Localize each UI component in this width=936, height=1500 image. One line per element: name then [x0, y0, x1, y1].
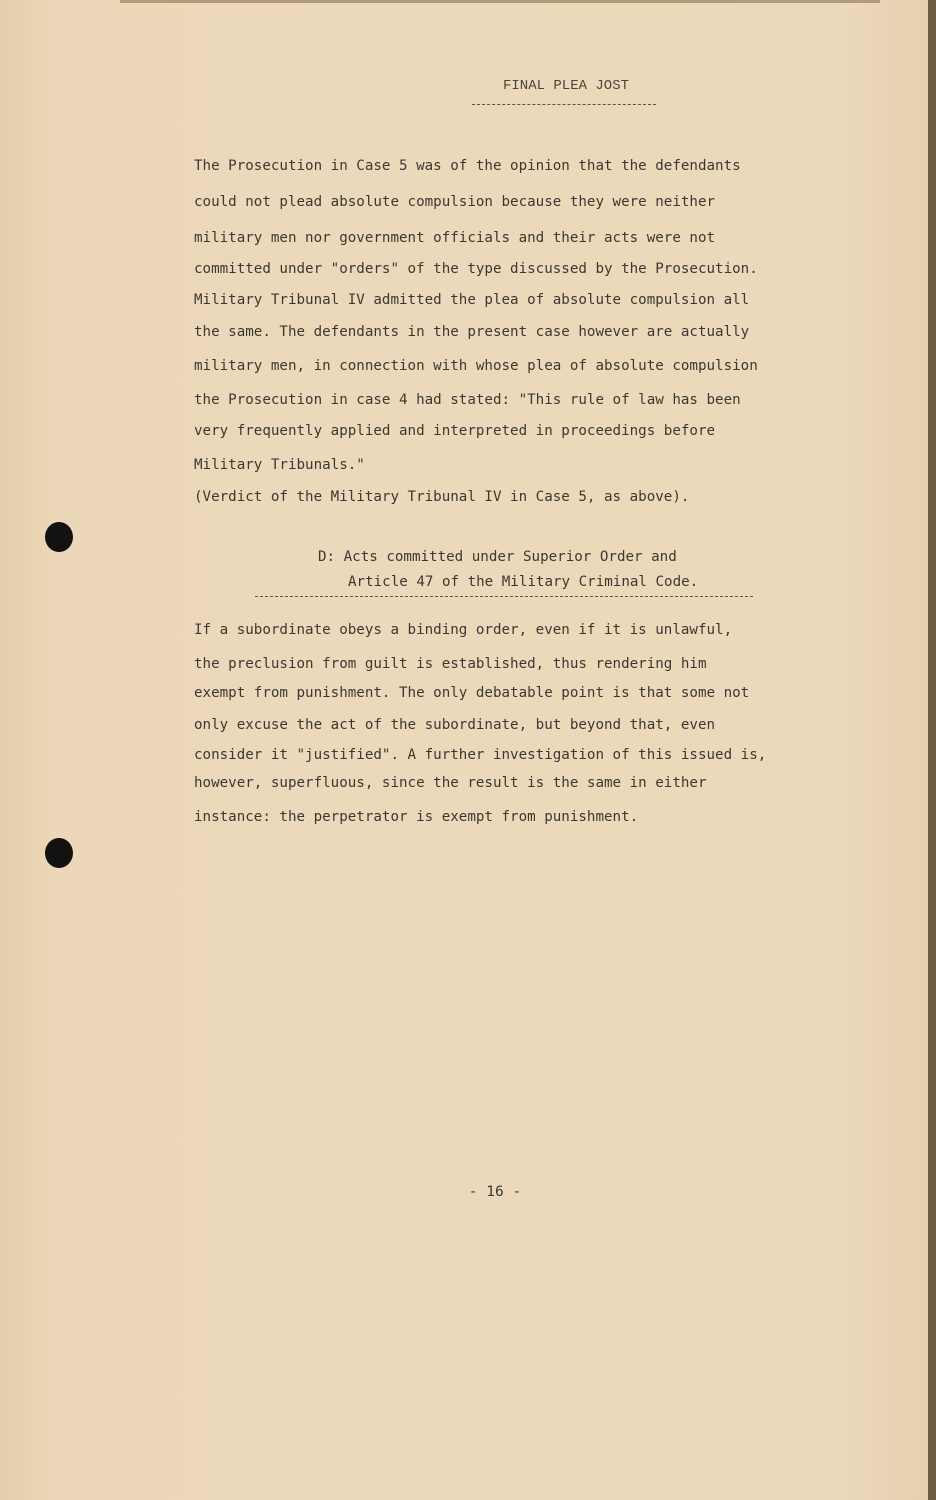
text-line: Military Tribunal IV admitted the plea of absolute compulsion all [194, 292, 750, 308]
heading-line-2: Article 47 of the Military Criminal Code. [348, 574, 699, 590]
text-line: The Prosecution in Case 5 was of the opinion that the defendants [194, 158, 741, 174]
text-line: the preclusion from guilt is established, thus rendering him [194, 656, 707, 672]
page-header: FINAL PLEA JOST [502, 78, 630, 94]
page-number: - 16 - [468, 1184, 522, 1200]
paper-top-edge [120, 0, 880, 3]
text-line: instance: the perpetrator is exempt from punishment. [194, 809, 639, 825]
text-line: however, superfluous, since the result is the same in either [194, 775, 707, 791]
text-line: very frequently applied and interpreted in proceedings before [194, 423, 716, 439]
text-line: only excuse the act of the subordinate, but beyond that, even [194, 717, 716, 733]
heading-line-1: D: Acts committed under Superior Order and [318, 549, 677, 565]
text-line: military men, in connection with whose plea of absolute compulsion [194, 358, 758, 374]
text-line: (Verdict of the Military Tribunal IV in Case 5, as above). [194, 489, 690, 505]
text-line: If a subordinate obeys a binding order, even if it is unlawful, [194, 622, 733, 638]
text-line: Military Tribunals." [194, 457, 365, 473]
text-line: military men nor government officials and their acts were not [194, 230, 716, 246]
punch-hole-bottom [45, 838, 73, 868]
punch-hole-top [45, 522, 73, 552]
heading-underline [255, 596, 753, 597]
text-line: consider it "justified". A further investigation of this issued is, [194, 747, 767, 763]
paper-right-edge [928, 0, 936, 1500]
text-line: committed under "orders" of the type discussed by the Prosecution. [194, 261, 758, 277]
text-line: the Prosecution in case 4 had stated: "This rule of law has been [194, 392, 741, 408]
text-line: exempt from punishment. The only debatable point is that some not [194, 685, 750, 701]
text-line: could not plead absolute compulsion because they were neither [194, 194, 716, 210]
text-line: the same. The defendants in the present case however are actually [194, 324, 750, 340]
header-underline [472, 104, 656, 105]
